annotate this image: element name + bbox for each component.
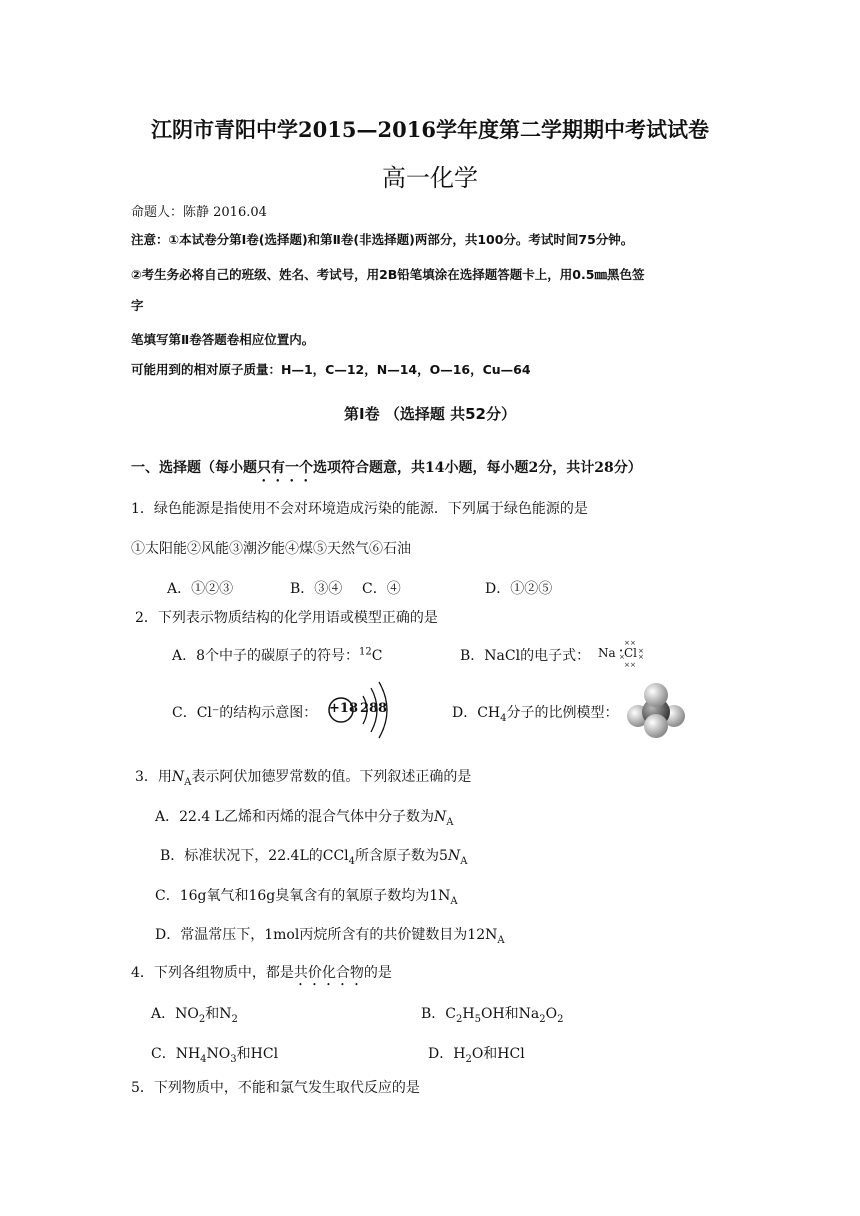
ch4-space-filling-model-icon: [626, 682, 686, 740]
cl-ion-structure-diagram: [325, 680, 395, 742]
q1-option-b: B．③④: [290, 581, 343, 597]
q3-stem: 3．用$N_A$表示阿伏加德罗常数的值。下列叙述正确的是: [135, 769, 472, 788]
svg-text:×: ×: [638, 653, 644, 661]
svg-text:×: ×: [638, 647, 644, 655]
q4-option-b: B．$C_2H_5OH$和$Na_2O_2$: [421, 1006, 564, 1025]
nacl-na: Na: [598, 646, 616, 660]
exam-title: 江阴市青阳中学2015—2016学年度第二学期期中考试试卷: [151, 117, 709, 142]
shell-2-count: 8: [369, 701, 379, 716]
shell-1-count: 2: [360, 701, 370, 716]
q2-option-c: C．Cl⁻的结构示意图：: [172, 705, 318, 721]
q3-option-b: B．标准状况下，22.4L的CCl$_4$所含原子数为$5N_A$: [160, 848, 468, 867]
shell-3-count: 8: [378, 701, 388, 716]
notice-line-1: 注意：①本试卷分第Ⅰ卷(选择题)和第Ⅱ卷(非选择题)两部分，共100分。考试时间75分钟。: [131, 232, 634, 247]
electron-dots-icon: [598, 638, 648, 668]
notice-line-3: 字: [131, 298, 144, 313]
q4-option-c: C．$NH_4NO_3$和HCl: [151, 1046, 279, 1065]
q4-option-a: A．$NO_2$和$N_2$: [151, 1006, 238, 1025]
q3-option-d: D．常温常压下，1mol丙烷所含有的共价键数目为$12N_A$: [155, 927, 505, 946]
atomic-mass-line: 可能用到的相对原子质量：H—1，C—12，N—14，O—16，Cu—64: [131, 362, 531, 377]
nucleus-charge: +18: [329, 701, 358, 716]
svg-text:×: ×: [624, 639, 630, 647]
volume-title: 第Ⅰ卷 （选择题 共52分）: [344, 405, 516, 423]
q1-option-a: A．①②③: [167, 581, 234, 597]
exam-subtitle: 高一化学: [382, 164, 478, 192]
q1-items: ①太阳能②风能③潮汐能④煤⑤天然气⑥石油: [131, 541, 411, 557]
q4-stem: 4．下列各组物质中，都是共价化合物的是: [131, 965, 392, 981]
svg-text:×: ×: [624, 661, 630, 668]
q4-emphasis: 共价化合物: [293, 965, 364, 981]
author-line: 命题人：陈静 2016.04: [131, 205, 267, 220]
svg-text:×: ×: [630, 639, 636, 647]
q5-stem: 5．下列物质中，不能和氯气发生取代反应的是: [131, 1080, 420, 1096]
q4-option-d: D．$H_2O$和HCl: [428, 1046, 525, 1065]
nacl-cl: Cl: [624, 646, 638, 660]
section-heading: 一、选择题（每小题只有一个选项符合题意，共14小题，每小题2分，共计28分）: [131, 460, 642, 476]
q3-option-a: A．22.4 L乙烯和丙烯的混合气体中分子数为$N_A$: [155, 809, 454, 828]
nacl-electron-formula: [598, 638, 648, 668]
section-emphasis: 只有一个: [257, 460, 313, 476]
q2-option-a: A．8个中子的碳原子的符号：$^{12}$C: [172, 646, 383, 664]
q1-option-c: C．④: [362, 581, 401, 597]
q2-option-b: B．NaCl的电子式：: [460, 648, 591, 664]
q2-option-d: D．$CH_4$分子的比例模型：: [452, 705, 619, 724]
q2-stem: 2．下列表示物质结构的化学用语或模型正确的是: [135, 610, 438, 626]
svg-text:×: ×: [630, 661, 636, 668]
q3-option-c: C．16g氧气和16g臭氧含有的氧原子数均为$1N_A$: [155, 888, 458, 907]
svg-text:•: •: [619, 647, 624, 655]
q1-stem: 1．绿色能源是指使用不会对环境造成污染的能源．下列属于绿色能源的是: [131, 501, 588, 517]
q1-option-d: D．①②⑤: [485, 581, 553, 597]
notice-line-2: ②考生务必将自己的班级、姓名、考试号，用2B铅笔填涂在选择题答题卡上，用0.5㎜黑色签: [131, 267, 645, 282]
svg-text:×: ×: [619, 653, 625, 661]
notice-line-4: 笔填写第Ⅱ卷答题卷相应位置内。: [131, 332, 315, 347]
